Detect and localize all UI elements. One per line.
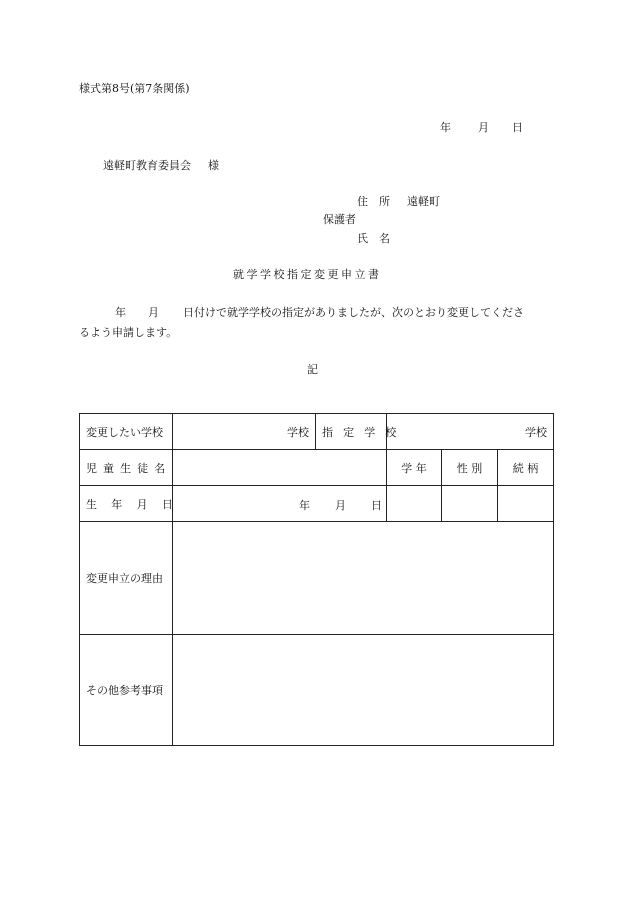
date-month-label: 月 bbox=[478, 121, 489, 134]
birthdate-label: 生年月日 bbox=[80, 486, 173, 522]
reason-field[interactable] bbox=[173, 522, 554, 634]
date-year-label: 年 bbox=[440, 121, 451, 134]
grade-label: 学 年 bbox=[387, 450, 442, 486]
other-label: その他参考事項 bbox=[80, 634, 173, 745]
change-school-field[interactable] bbox=[173, 414, 316, 450]
table-row-school bbox=[80, 414, 554, 450]
designated-school-field[interactable] bbox=[387, 414, 554, 450]
application-table bbox=[79, 413, 554, 746]
form-number: 様式第8号(第7条関係) bbox=[79, 82, 190, 95]
other-field[interactable] bbox=[173, 634, 554, 745]
table-row-birthdate bbox=[80, 486, 554, 522]
address-value: 遠軽町 bbox=[407, 195, 440, 208]
name-label: 氏 名 bbox=[357, 232, 390, 245]
birth-month-label: 月 bbox=[335, 498, 346, 512]
sex-label: 性 別 bbox=[442, 450, 498, 486]
addressee-honorific: 様 bbox=[208, 159, 219, 172]
designated-school-suffix: 学校 bbox=[525, 425, 548, 439]
guardian-label: 保護者 bbox=[323, 213, 356, 226]
date-day-label: 日 bbox=[512, 121, 523, 134]
birthdate-field[interactable] bbox=[173, 486, 387, 522]
designated-school-label: 指 定 学 校 bbox=[316, 414, 387, 450]
body-text-line2: るよう申請します。 bbox=[79, 326, 178, 339]
body-text-line1: 日付けで就学学校の指定がありましたが、次のとおり変更してくださ bbox=[183, 306, 524, 319]
grade-field[interactable] bbox=[387, 486, 442, 522]
table-row-reason bbox=[80, 522, 554, 634]
sex-field[interactable] bbox=[442, 486, 498, 522]
birth-year-label: 年 bbox=[299, 498, 310, 512]
table-row-student bbox=[80, 450, 554, 486]
table-row-other bbox=[80, 634, 554, 745]
change-school-label: 変更したい学校 bbox=[80, 414, 173, 450]
body-year-label: 年 bbox=[115, 306, 126, 319]
student-name-field[interactable] bbox=[173, 450, 387, 486]
birth-day-label: 日 bbox=[371, 498, 382, 512]
reason-label: 変更申立の理由 bbox=[80, 522, 173, 634]
relation-label: 続 柄 bbox=[498, 450, 554, 486]
change-school-suffix: 学校 bbox=[287, 425, 309, 439]
document-title: 就学学校指定変更申立書 bbox=[233, 268, 382, 281]
body-month-label: 月 bbox=[148, 306, 159, 319]
ki-mark: 記 bbox=[307, 363, 318, 376]
relation-field[interactable] bbox=[498, 486, 554, 522]
addressee-name: 遠軽町教育委員会 bbox=[103, 159, 191, 172]
address-label: 住 所 bbox=[357, 195, 390, 208]
student-name-label: 児童生徒名 bbox=[80, 450, 173, 486]
